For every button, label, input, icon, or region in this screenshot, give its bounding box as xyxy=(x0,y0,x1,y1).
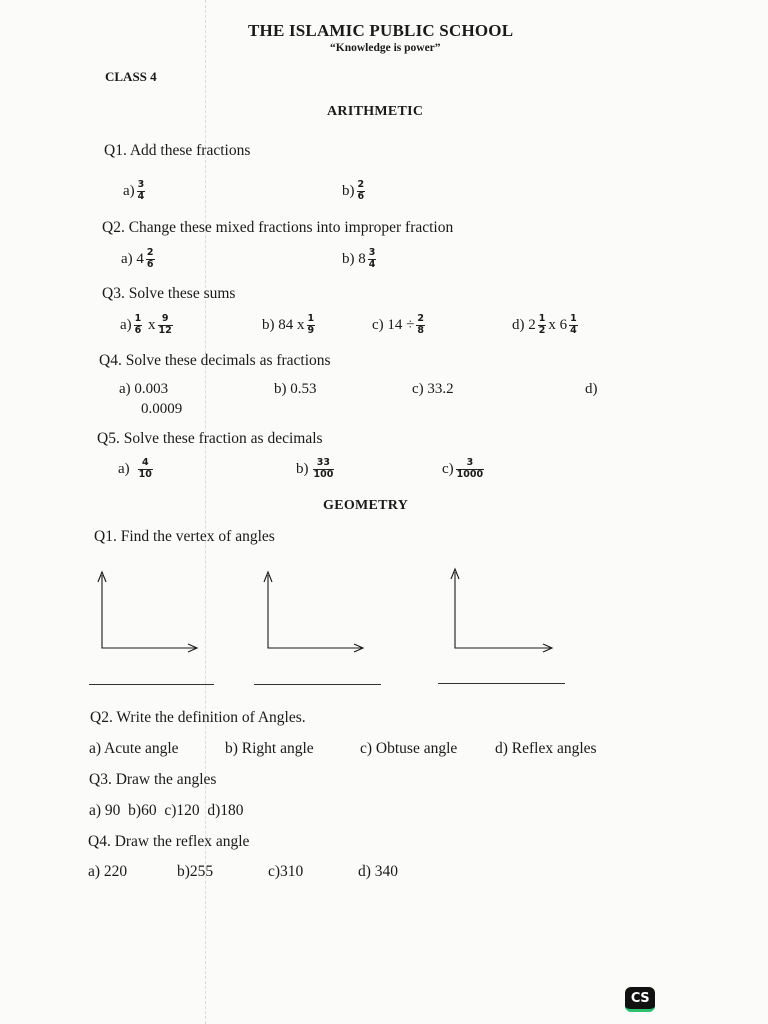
arith-q1-option-b: b) $\frac{2}{6}$ xyxy=(342,179,365,202)
answer-line-2[interactable] xyxy=(254,684,381,685)
right-angle-3 xyxy=(451,569,552,652)
fraction: $\frac{4}{10}$ xyxy=(138,457,152,480)
geom-q2-option-c: c) Obtuse angle xyxy=(360,740,458,757)
right-angle-2 xyxy=(264,572,363,652)
answer-line-1[interactable] xyxy=(89,684,214,685)
arith-q4-option-c: c) 33.2 xyxy=(412,381,454,397)
geom-q2-option-a: a) Acute angle xyxy=(89,740,179,757)
arith-q3-option-d: d) 2 $\frac{1}{2}$ x 6 $\frac{1}{4}$ xyxy=(512,313,577,336)
fraction: $\frac{1}{9}$ xyxy=(307,313,315,336)
geom-q4-text: Q4. Draw the reflex angle xyxy=(88,833,250,850)
fraction: $\frac{1}{2}$ xyxy=(538,313,546,336)
geom-q4-option-d: d) 340 xyxy=(358,863,399,880)
arith-q3-text: Q3. Solve these sums xyxy=(102,285,236,302)
arith-q1-option-a: a) $\frac{3}{4}$ xyxy=(123,179,145,202)
geom-q2-option-b: b) Right angle xyxy=(225,740,314,757)
arith-q4-text: Q4. Solve these decimals as fractions xyxy=(99,352,331,369)
right-angle-1 xyxy=(98,572,197,652)
fraction: $\frac{3}{4}$ xyxy=(137,179,145,202)
arith-q5-text: Q5. Solve these fraction as decimals xyxy=(97,430,323,447)
geometry-heading: GEOMETRY xyxy=(323,498,409,513)
geom-q4-option-b: b)255 xyxy=(177,863,214,880)
fraction: $\frac{33}{100}$ xyxy=(313,457,334,480)
camscanner-logo-icon: CS xyxy=(625,987,655,1012)
arith-q1-text: Q1. Add these fractions xyxy=(104,142,251,159)
arith-q3-option-a: a) $\frac{1}{6}$ x $\frac{9}{12}$ xyxy=(120,313,172,336)
geom-q1-text: Q1. Find the vertex of angles xyxy=(94,528,275,545)
fraction: $\frac{3}{4}$ xyxy=(368,247,376,270)
geom-q4-option-c: c)310 xyxy=(268,863,304,880)
arith-q3-option-b: b) 84 x $\frac{1}{9}$ xyxy=(262,313,315,336)
class-label: CLASS 4 xyxy=(105,69,157,84)
geom-q3-text: Q3. Draw the angles xyxy=(89,771,217,788)
arith-q5-option-b: b) $\frac{33}{100}$ xyxy=(296,457,334,480)
fraction: $\frac{2}{6}$ xyxy=(357,179,365,202)
geom-q3-options: a) 90 b)60 c)120 d)180 xyxy=(89,802,244,819)
arith-q4-option-d: d) xyxy=(585,381,598,397)
geom-q2-text: Q2. Write the definition of Angles. xyxy=(90,709,306,726)
arith-q2-text: Q2. Change these mixed fractions into improper fraction xyxy=(102,219,454,236)
fraction: $\frac{2}{6}$ xyxy=(146,247,154,270)
arith-q4-option-b: b) 0.53 xyxy=(274,381,317,397)
arith-q5-option-c: c) $\frac{3}{1000}$ xyxy=(442,457,484,480)
fraction: $\frac{9}{12}$ xyxy=(158,313,172,336)
answer-line-3[interactable] xyxy=(438,683,565,684)
arith-q2-option-b: b) 8 $\frac{3}{4}$ xyxy=(342,247,376,270)
school-title: THE ISLAMIC PUBLIC SCHOOL xyxy=(248,21,514,40)
school-motto: “Knowledge is power” xyxy=(330,42,441,54)
fraction: $\frac{1}{6}$ xyxy=(134,313,142,336)
arith-q3-option-c: c) 14 ÷ $\frac{2}{8}$ xyxy=(372,313,425,336)
arith-q5-option-a: a) $\frac{4}{10}$ xyxy=(118,457,152,480)
geom-q4-option-a: a) 220 xyxy=(88,863,128,880)
arith-q2-option-a: a) 4 $\frac{2}{6}$ xyxy=(121,247,154,270)
angle-diagrams xyxy=(0,560,768,700)
arithmetic-heading: ARITHMETIC xyxy=(327,104,424,119)
arith-q4-option-a: a) 0.003 xyxy=(119,381,169,397)
fraction: $\frac{3}{1000}$ xyxy=(456,457,484,480)
fraction: $\frac{2}{8}$ xyxy=(417,313,425,336)
geom-q2-option-d: d) Reflex angles xyxy=(495,740,597,757)
arith-q4-option-a-continued: 0.0009 xyxy=(141,401,183,417)
fraction: $\frac{1}{4}$ xyxy=(570,313,577,336)
